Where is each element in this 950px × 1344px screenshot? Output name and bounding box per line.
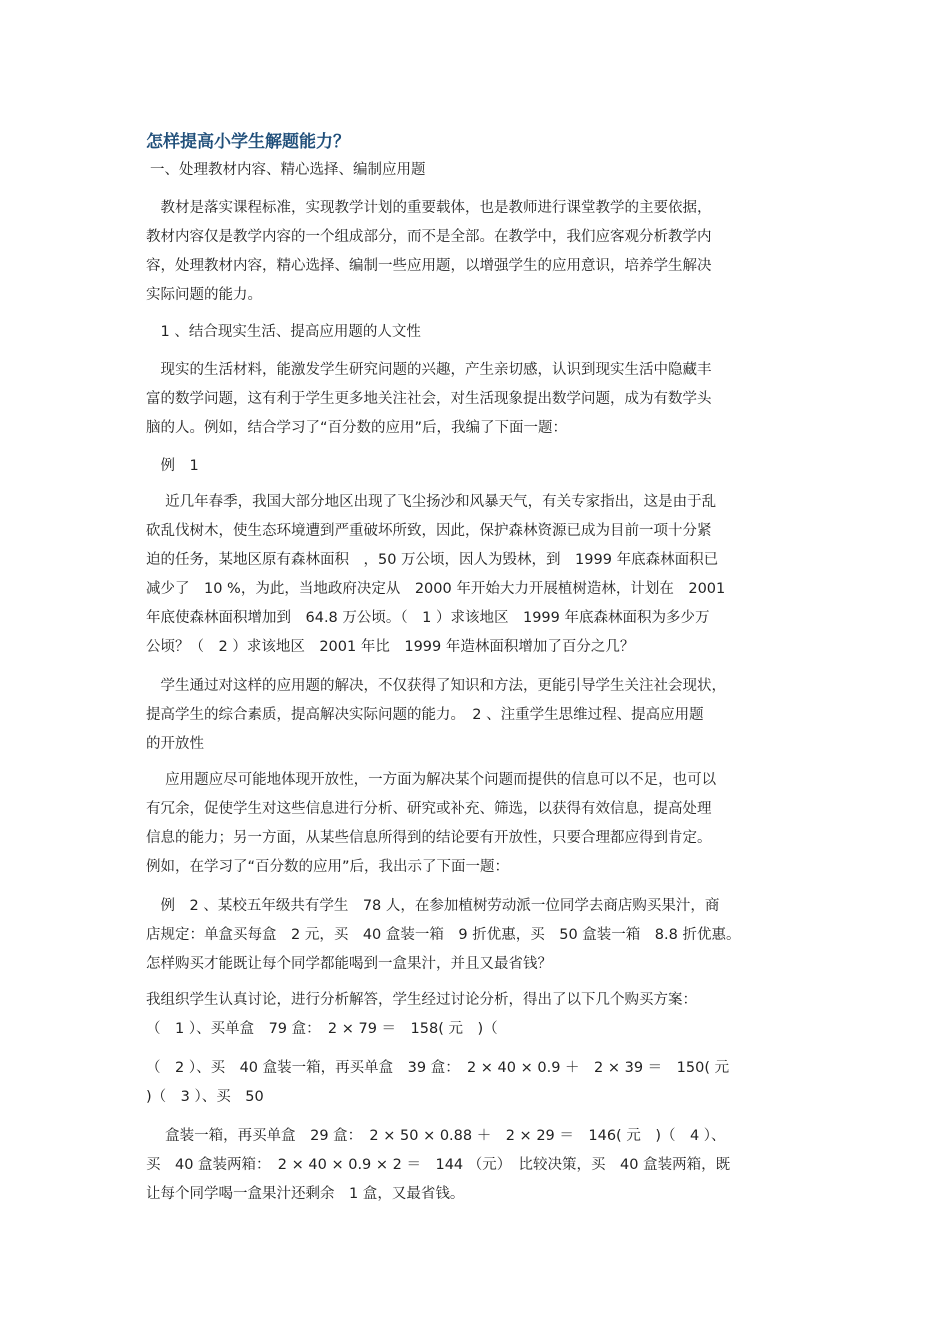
text-line: 脑的人。例如，结合学习了“百分数的应用”后，我编了下面一题： (146, 420, 568, 436)
text-line: )（ 3 ）、买 50 (146, 1089, 264, 1105)
text-line: 有冗余，促使学生对这些信息进行分析、研究或补充、筛选，以获得有效信息，提高处理 (146, 801, 712, 817)
text-line: 1 、结合现实生活、提高应用题的人文性 (146, 324, 421, 340)
text-line: 买 40 盒装两箱： 2 × 40 × 0.9 × 2 ＝ 144 （元） 比较决策，买 40 盒装两箱，既 (146, 1157, 731, 1173)
text-line: 富的数学问题，这有利于学生更多地关注社会，对生活现象提出数学问题，成为有数学头 (146, 391, 712, 407)
text-line: 教材是落实课程标准，实现教学计划的重要载体，也是教师进行课堂教学的主要依据， (146, 200, 712, 216)
text-line: （ 1 ）、买单盒 79 盒： 2 × 79 ＝ 158( 元 )（ (146, 1021, 498, 1037)
example-1-label (146, 452, 811, 481)
paragraph-plan-2 (146, 1054, 811, 1112)
text-line: 减少了 10 %，为此，当地政府决定从 2000 年开始大力开展植树造林，计划在 2001 (146, 581, 726, 597)
text-line: 例 2 、某校五年级共有学生 78 人，在参加植树劳动派一位同学去商店购买果汁，商 (146, 898, 720, 914)
text-line: 砍乱伐树木，使生态环境遭到严重破坏所致，因此，保护森林资源已成为目前一项十分紧 (146, 523, 712, 539)
text-line: 店规定：单盒买每盒 2 元，买 40 盒装一箱 9 折优惠，买 50 盒装一箱 8.8 折优惠。 (146, 927, 741, 943)
text-line: 应用题应尽可能地体现开放性，一方面为解决某个问题而提供的信息可以不足，也可以 (146, 772, 717, 788)
text-line: 迫的任务，某地区原有森林面积 ，50 万公顷，因人为毁林，到 1999 年底森林面积已 (146, 552, 719, 568)
text-line: 例 1 (146, 458, 199, 474)
text-line: 教材内容仅是教学内容的一个组成部分，而不是全部。在教学中，我们应客观分析教学内 (146, 229, 712, 245)
section-heading: 一、处理教材内容、精心选择、编制应用题 (150, 162, 426, 178)
subheading-1 (146, 318, 811, 347)
text-line: 学生通过对这样的应用题的解决，不仅获得了知识和方法，更能引导学生关注社会现状， (146, 678, 726, 694)
text-line: 让每个同学喝一盒果汁还剩余 1 盒，又最省钱。 (146, 1186, 465, 1202)
text-line: 的开放性 (146, 736, 204, 752)
text-line: 例如，在学习了“百分数的应用”后，我出示了下面一题： (146, 859, 510, 875)
document-title: 怎样提高小学生解题能力？ (146, 132, 350, 152)
text-line: 容，处理教材内容，精心选择、编制一些应用题，以增强学生的应用意识，培养学生解决 (146, 258, 712, 274)
text-line: 我组织学生认真讨论，进行分析解答，学生经过讨论分析，得出了以下几个购买方案： (146, 992, 697, 1008)
paragraph-plan-3-4 (146, 1122, 811, 1209)
paragraph-example-1 (146, 488, 811, 662)
text-line: 公顷？（ 2 ）求该地区 2001 年比 1999 年造林面积增加了百分之几？ (146, 639, 635, 655)
text-line: 提高学生的综合素质，提高解决实际问题的能力。 2 、注重学生思维过程、提高应用题 (146, 707, 704, 723)
paragraph-plan-1 (146, 986, 811, 1044)
text-line: （ 2 ）、买 40 盒装一箱，再买单盒 39 盒： 2 × 40 × 0.9 ＋ 2 × 39 ＝ 150( 元 (146, 1060, 730, 1076)
text-line: 实际问题的能力。 (146, 287, 262, 303)
text-line: 现实的生活材料，能激发学生研究问题的兴趣，产生亲切感，认识到现实生活中隐藏丰 (146, 362, 712, 378)
paragraph-real-life (146, 356, 811, 443)
paragraph-reflection (146, 672, 811, 759)
paragraph-example-2 (146, 892, 811, 979)
text-line: 信息的能力；另一方面，从某些信息所得到的结论要有开放性，只要合理都应得到肯定。 (146, 830, 712, 846)
text-line: 怎样购买才能既让每个同学都能喝到一盒果汁，并且又最省钱？ (146, 956, 552, 972)
text-line: 近几年春季，我国大部分地区出现了飞尘扬沙和风暴天气，有关专家指出，这是由于乱 (146, 494, 717, 510)
paragraph-openness (146, 766, 811, 882)
text-line: 盒装一箱，再买单盒 29 盒： 2 × 50 × 0.88 ＋ 2 × 29 ＝ 146( 元 )（ 4 ）、 (146, 1128, 726, 1144)
paragraph-intro (146, 194, 811, 310)
text-line: 年底使森林面积增加到 64.8 万公顷。（ 1 ）求该地区 1999 年底森林面积为多少万 (146, 610, 710, 626)
